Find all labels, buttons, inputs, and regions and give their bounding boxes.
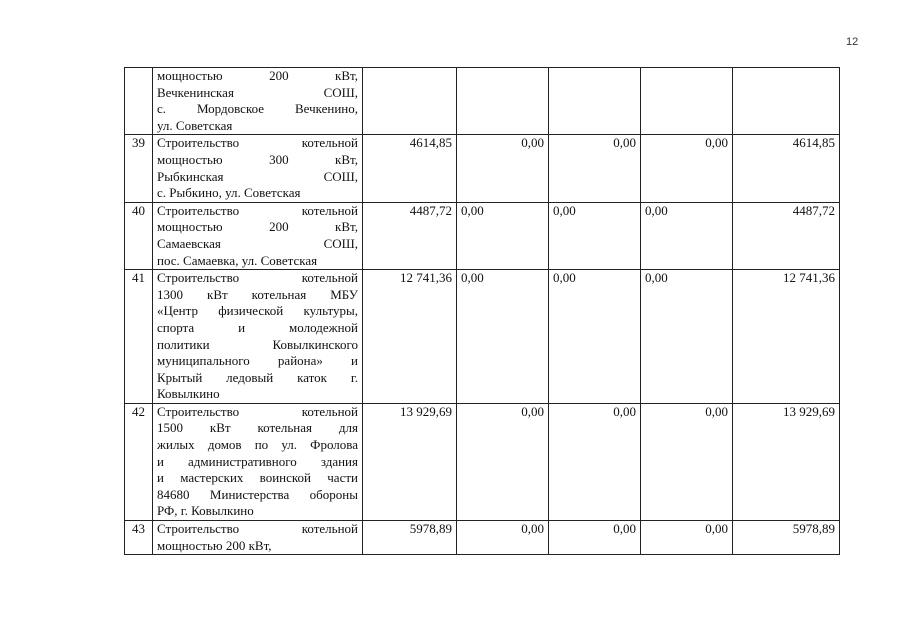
description-line: ул. Советская: [157, 117, 233, 133]
value-cell-v2: 0,00: [457, 202, 549, 269]
description-line: спорта и молодежной: [157, 319, 358, 335]
value-cell-v5: 13 929,69: [733, 403, 840, 520]
table-row: [125, 68, 840, 135]
description-line: с. Рыбкино, ул. Советская: [157, 185, 301, 201]
value-cell-v4: 0,00: [641, 521, 733, 555]
row-number: 40: [125, 202, 153, 269]
description-line: Рыбкинская СОШ,: [157, 168, 358, 184]
description-line: жилых домов по ул. Фролова: [157, 437, 358, 453]
description-line: 1500 кВт котельная для: [157, 420, 358, 436]
description-line: Строительство котельной: [157, 270, 358, 286]
table-row: [125, 521, 840, 555]
value-cell-v4: [641, 68, 733, 135]
row-description: [153, 403, 363, 520]
description-line: Ковылкино: [157, 386, 220, 402]
value-cell-v2: 0,00: [457, 135, 549, 202]
description-line: Строительство котельной: [157, 403, 358, 419]
value-cell-v1: 4614,85: [363, 135, 457, 202]
row-number: [125, 68, 153, 135]
description-line: Строительство котельной: [157, 135, 358, 151]
description-line: РФ, г. Ковылкино: [157, 503, 254, 519]
row-number: 42: [125, 403, 153, 520]
value-cell-v2: 0,00: [457, 521, 549, 555]
value-cell-v5: 4487,72: [733, 202, 840, 269]
description-line: и административного здания: [157, 453, 358, 469]
table-row: [125, 202, 840, 269]
value-cell-v5: 5978,89: [733, 521, 840, 555]
value-cell-v1: 4487,72: [363, 202, 457, 269]
value-cell-v2: 0,00: [457, 270, 549, 404]
row-description: [153, 521, 363, 555]
value-cell-v2: 0,00: [457, 403, 549, 520]
value-cell-v3: 0,00: [549, 202, 641, 269]
description-line: с. Мордовское Вечкенино,: [157, 101, 358, 117]
table-row: [125, 135, 840, 202]
value-cell-v1: 13 929,69: [363, 403, 457, 520]
description-line: «Центр физической культуры,: [157, 303, 358, 319]
value-cell-v3: 0,00: [549, 521, 641, 555]
value-cell-v4: 0,00: [641, 135, 733, 202]
table-row: [125, 270, 840, 404]
description-line: 1300 кВт котельная МБУ: [157, 286, 358, 302]
description-line: мощностью 300 кВт,: [157, 151, 358, 167]
budget-table: [124, 67, 840, 555]
description-line: муниципального района» и: [157, 353, 358, 369]
description-line: мощностью 200 кВт,: [157, 537, 272, 553]
row-number: 41: [125, 270, 153, 404]
description-line: Строительство котельной: [157, 521, 358, 537]
value-cell-v3: [549, 68, 641, 135]
value-cell-v5: [733, 68, 840, 135]
row-description: [153, 68, 363, 135]
value-cell-v5: 4614,85: [733, 135, 840, 202]
value-cell-v4: 0,00: [641, 270, 733, 404]
value-cell-v5: 12 741,36: [733, 270, 840, 404]
description-line: Строительство котельной: [157, 202, 358, 218]
description-line: Вечкенинская СОШ,: [157, 84, 358, 100]
value-cell-v4: 0,00: [641, 403, 733, 520]
row-description: [153, 135, 363, 202]
table-row: [125, 403, 840, 520]
description-line: пос. Самаевка, ул. Советская: [157, 252, 318, 268]
description-line: Крытый ледовый каток г.: [157, 369, 358, 385]
value-cell-v3: 0,00: [549, 270, 641, 404]
row-description: [153, 202, 363, 269]
value-cell-v2: [457, 68, 549, 135]
value-cell-v4: 0,00: [641, 202, 733, 269]
row-number: 39: [125, 135, 153, 202]
value-cell-v1: 5978,89: [363, 521, 457, 555]
row-number: 43: [125, 521, 153, 555]
description-line: Самаевская СОШ,: [157, 235, 358, 251]
value-cell-v1: [363, 68, 457, 135]
description-line: политики Ковылкинского: [157, 336, 358, 352]
page-number: 12: [846, 36, 859, 48]
description-line: 84680 Министерства обороны: [157, 486, 358, 502]
description-line: мощностью 200 кВт,: [157, 68, 358, 83]
description-line: и мастерских воинской части: [157, 470, 358, 486]
row-description: [153, 270, 363, 404]
value-cell-v3: 0,00: [549, 135, 641, 202]
value-cell-v3: 0,00: [549, 403, 641, 520]
value-cell-v1: 12 741,36: [363, 270, 457, 404]
description-line: мощностью 200 кВт,: [157, 219, 358, 235]
